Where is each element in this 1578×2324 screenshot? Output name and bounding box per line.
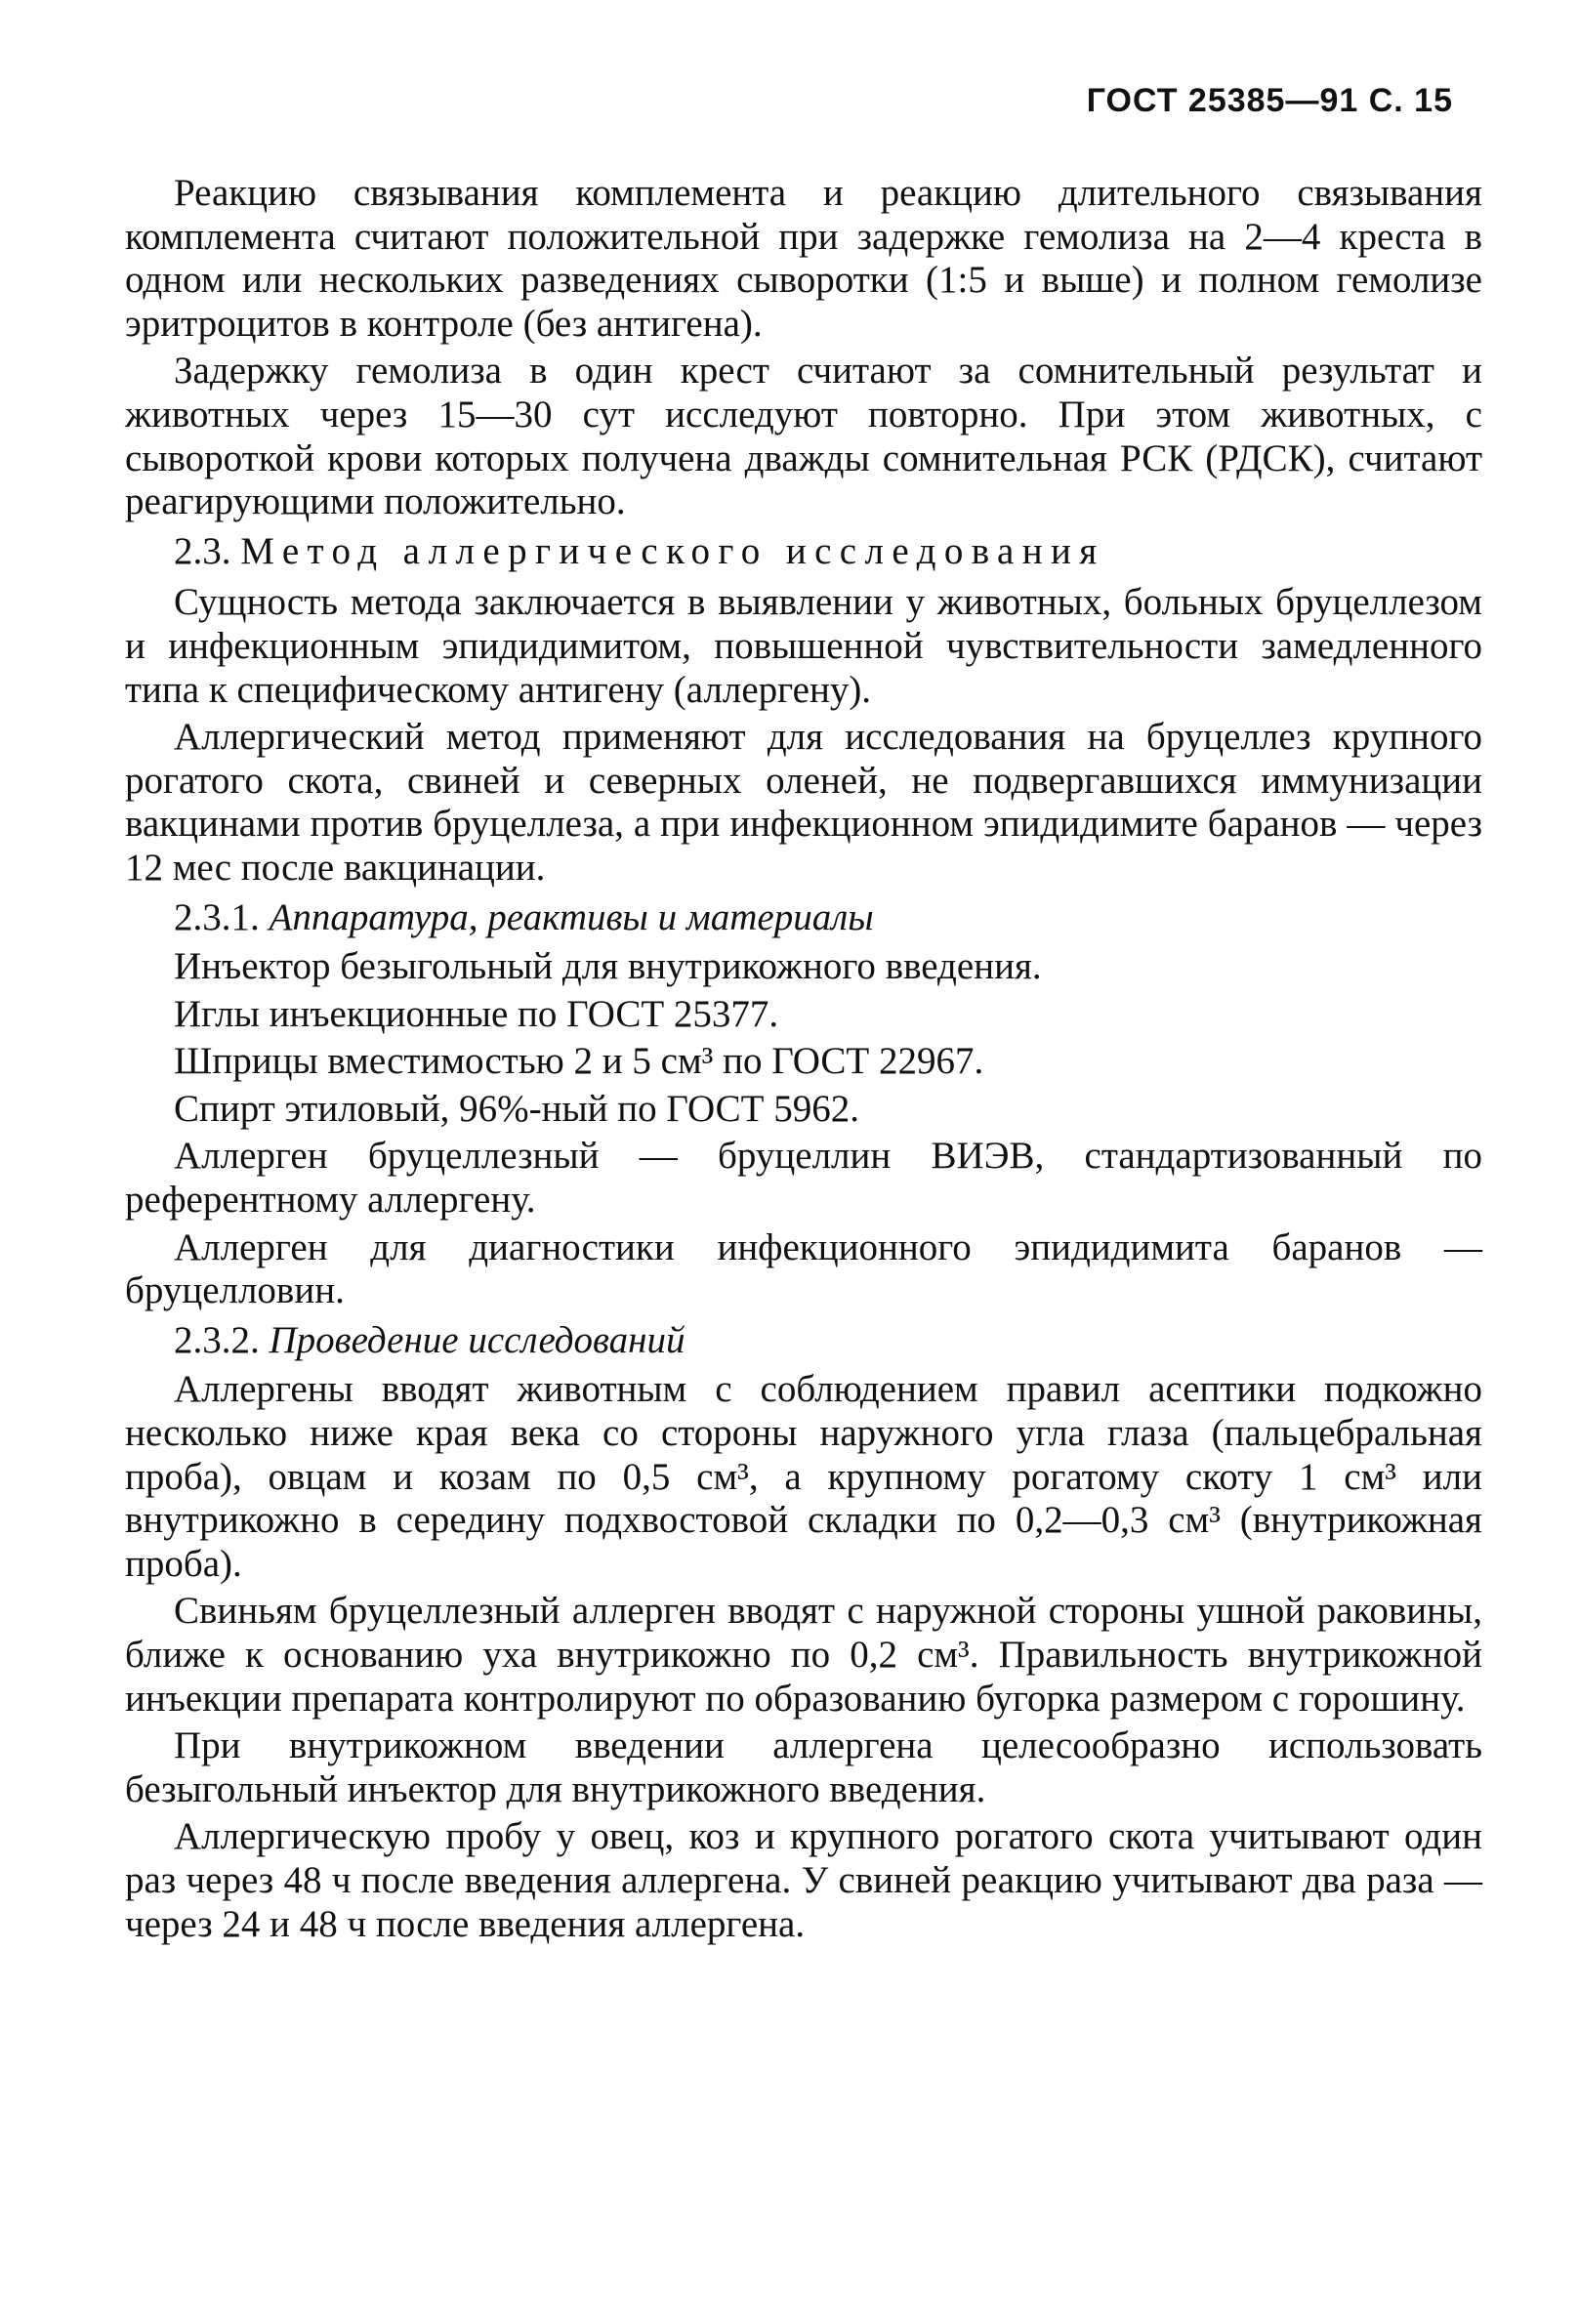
equipment-item: Аллерген бруцеллезный — бруцеллин ВИЭВ, стандартизованный по референтному аллергену. bbox=[125, 1135, 1482, 1222]
section-heading-2-3-1 bbox=[125, 896, 1482, 940]
equipment-item: Шприцы вместимостью 2 и 5 см³ по ГОСТ 22967. bbox=[174, 1040, 984, 1083]
page-header: ГОСТ 25385—91 С. 15 bbox=[1086, 82, 1453, 119]
paragraph-allergen-administration: Аллергены вводят животным с соблюдением правил асептики подкожно несколько ниже края века со стороны наружного угла глаза (пальцебральная проба), овцам и козам по 0,5 см³, а крупному рогатому скоту 1 см³ или внутрикожно в середину подхвостовой складки по 0,2—0,3 см³ (внутрикожная проба). bbox=[125, 1368, 1482, 1585]
equipment-item: Инъектор безыгольный для внутрикожного введения. bbox=[174, 945, 1042, 988]
paragraph-method-essence: Сущность метода заключается в выявлении у животных, больных бруцеллезом и инфекционным эпидидимитом, повышенной чувствительности замедленного типа к специфическому антигену (аллергену). bbox=[125, 581, 1482, 711]
paragraph-swine-administration: Свиньям бруцеллезный аллерген вводят с наружной стороны ушной раковины, ближе к основанию уха внутрикожно по 0,2 см³. Правильность внутрикожной инъекции препарата контролируют по образованию бугорка размером с горошину. bbox=[125, 1590, 1482, 1720]
equipment-item: Иглы инъекционные по ГОСТ 25377. bbox=[174, 992, 779, 1035]
document-body bbox=[125, 172, 1482, 1946]
section-heading-2-3 bbox=[125, 530, 1482, 574]
section-number: 2.3.1. bbox=[174, 895, 260, 938]
section-number: 2.3. bbox=[174, 529, 231, 572]
paragraph-doubtful-result: Задержку гемолиза в один крест считают за сомнительный результат и животных через 15—30 сут исследуют повторно. При этом животных, с сывороткой крови которых получена дважды сомнительная РСК (РДСК), считают реагирующими положительно. bbox=[125, 350, 1482, 523]
paragraph-injector-use: При внутрикожном введении аллергена целесообразно использовать безыгольный инъектор для внутрикожного введения. bbox=[125, 1724, 1482, 1810]
section-number: 2.3.2. bbox=[174, 1318, 260, 1361]
section-title: Аппаратура, реактивы и материалы bbox=[269, 895, 874, 938]
paragraph-method-application: Аллергический метод применяют для исследования на бруцеллез крупного рогатого скота, свиней и северных оленей, не подвергавшихся иммунизации вакцинами против бруцеллеза, а при инфекционном эпидидимите баранов — через 12 мес после вакцинации. bbox=[125, 716, 1482, 889]
paragraph-reaction-reading: Аллергическую пробу у овец, коз и крупного рогатого скота учитывают один раз через 48 ч после введения аллергена. У свиней реакцию учитывают два раза — через 24 и 48 ч после введения аллергена. bbox=[125, 1815, 1482, 1945]
equipment-item: Спирт этиловый, 96%-ный по ГОСТ 5962. bbox=[174, 1087, 859, 1130]
section-title: Метод аллергического исследования bbox=[240, 529, 1105, 572]
section-heading-2-3-2 bbox=[125, 1319, 1482, 1363]
paragraph-rsk-positive: Реакцию связывания комплемента и реакцию длительного связывания комплемента считают положительной при задержке гемолиза на 2—4 креста в одном или нескольких разведениях сыворотки (1:5 и выше) и полном гемолизе эритроцитов в контроле (без антигена). bbox=[125, 172, 1482, 345]
section-title: Проведение исследований bbox=[269, 1318, 685, 1361]
equipment-item: Аллерген для диагностики инфекционного эпидидимита баранов — бруцелловин. bbox=[125, 1225, 1482, 1312]
